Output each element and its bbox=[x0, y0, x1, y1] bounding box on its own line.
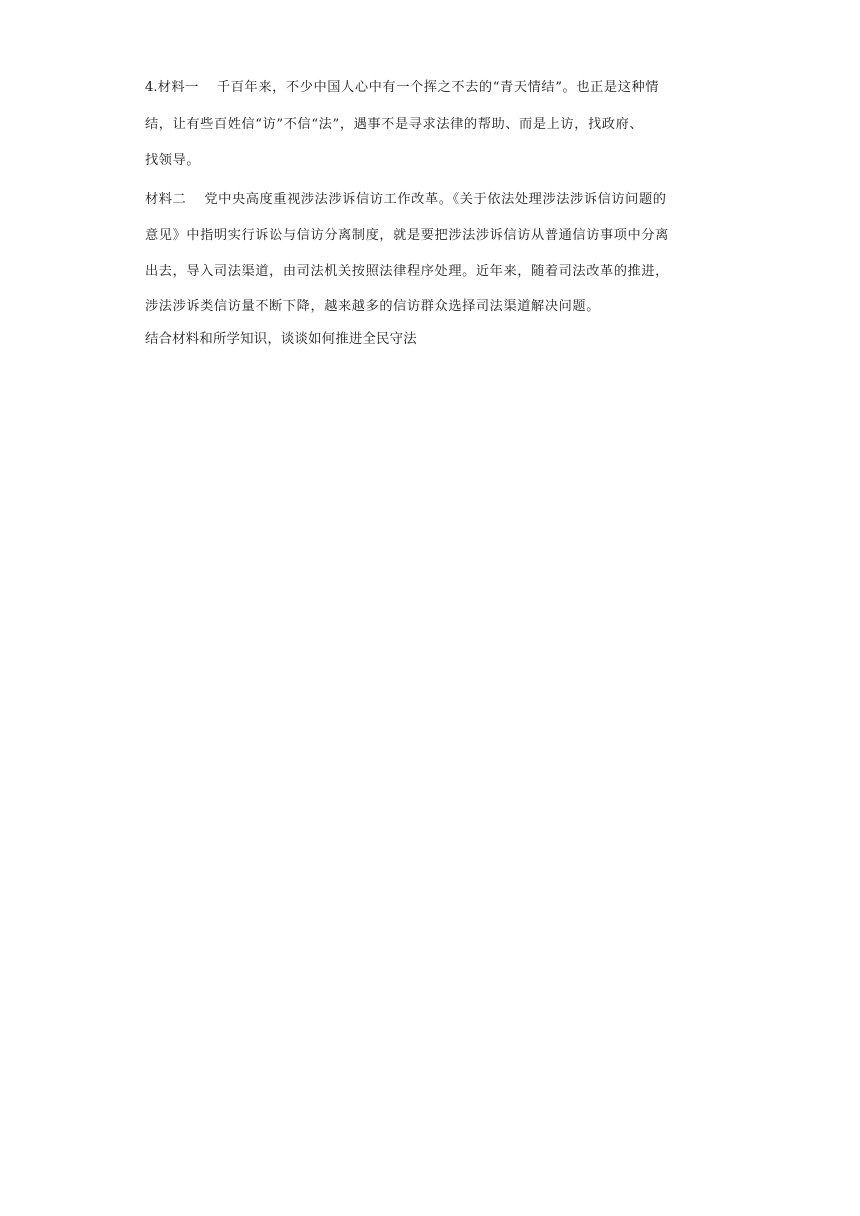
material2-text-2: 意见》中指明实行诉讼与信访分离制度，就是要把涉法涉诉信访从普通信访事项中分离 bbox=[145, 228, 669, 243]
material1-line-2 bbox=[145, 115, 643, 135]
question-number: 4. bbox=[145, 80, 158, 95]
material1-label: 材料一 bbox=[157, 80, 199, 95]
material2-line-3 bbox=[145, 262, 669, 282]
material2-text-3: 出去，导入司法渠道，由司法机关按照法律程序处理。近年来，随着司法改革的推进， bbox=[145, 264, 669, 279]
material2-line-1 bbox=[145, 190, 667, 210]
material2-text-1: 党中央高度重视涉法涉诉信访工作改革。《关于依法处理涉法涉诉信访问题的 bbox=[204, 192, 667, 207]
material2-line-2 bbox=[145, 226, 669, 246]
material1-line-3 bbox=[145, 151, 200, 171]
material1-line-1 bbox=[145, 78, 659, 98]
material2-line-4 bbox=[145, 297, 600, 317]
material1-text-3: 找领导。 bbox=[145, 153, 201, 168]
material1-text-1: 千百年来，不少中国人心中有一个挥之不去的“青天情结”。也正是这种情 bbox=[216, 80, 660, 95]
question-prompt: 结合材料和所学知识，谈谈如何推进全民守法 bbox=[145, 332, 417, 347]
material1-text-2: 结，让有些百姓信“访”不信“法”，遇事不是寻求法律的帮助、而是上访，找政府、 bbox=[145, 117, 644, 132]
material2-label: 材料二 bbox=[145, 192, 187, 207]
material2-text-4: 涉法涉诉类信访量不断下降，越来越多的信访群众选择司法渠道解决问题。 bbox=[145, 299, 600, 314]
